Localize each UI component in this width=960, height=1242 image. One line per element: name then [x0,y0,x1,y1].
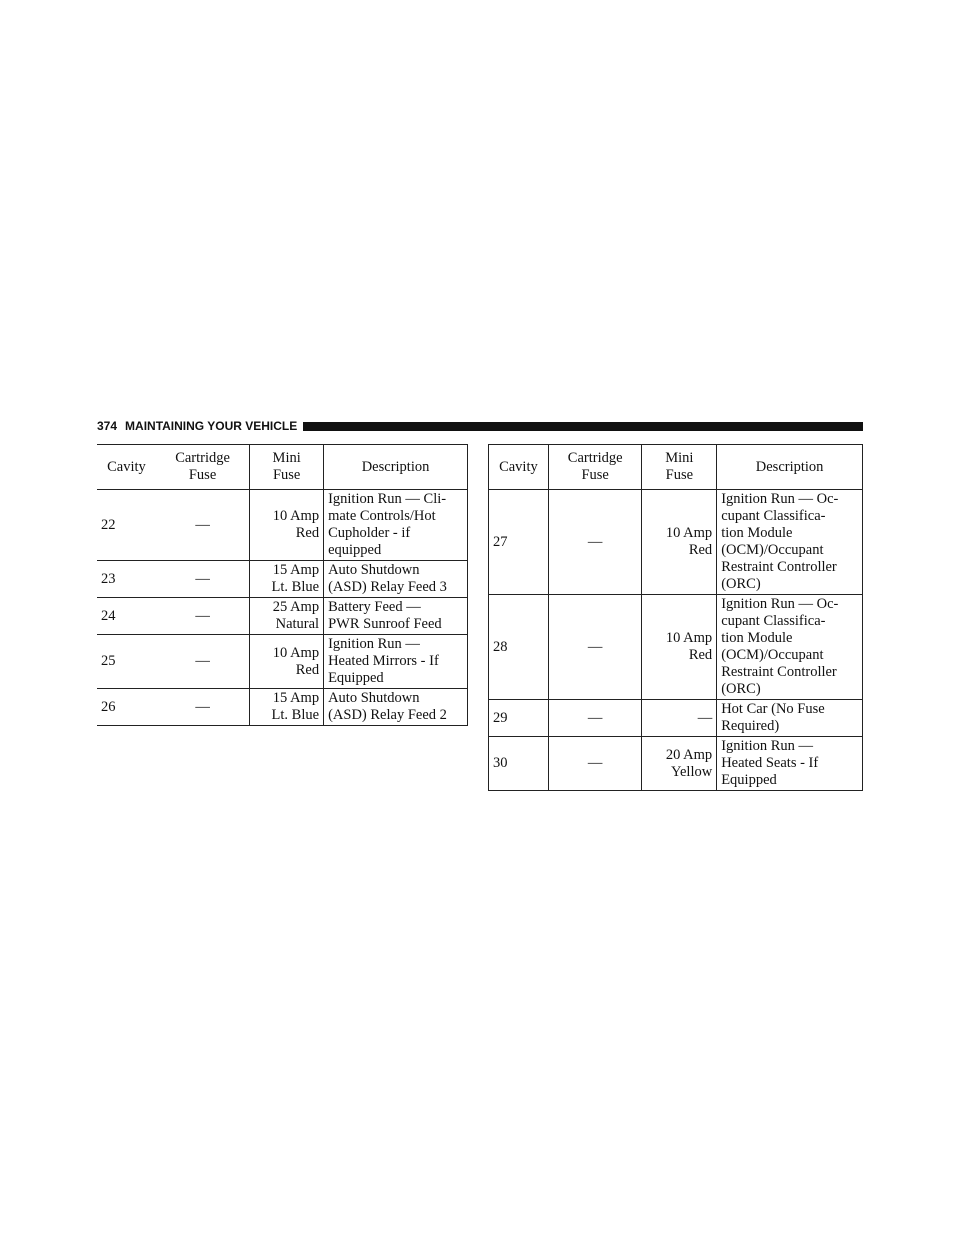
cartridge-fuse-cell: — [156,689,250,726]
description-line: Equipped [328,670,384,686]
cartridge-fuse-cell: — [548,700,642,737]
table-header-row [97,445,468,490]
table-row [489,737,863,791]
col-header-description: Description [324,445,468,490]
cavity-cell: 22 [97,490,156,561]
description-line: (OCM)/Occupant [721,542,824,558]
description-line: Heated Mirrors - If [328,653,439,669]
description-line: Ignition Run — Oc- [721,596,839,612]
cavity-cell: 24 [97,598,156,635]
table-row [489,595,863,700]
table-row [97,635,468,689]
fuse-table-left [97,444,468,726]
description-line: Auto Shutdown [328,690,420,706]
description-line: Restraint Controller [721,664,837,680]
cartridge-fuse-cell: — [548,490,642,595]
description-line: Auto Shutdown [328,562,420,578]
cavity-cell: 29 [489,700,549,737]
table-row [97,561,468,598]
mini-fuse-cell: 10 Amp Red [642,595,717,700]
description-cell [717,700,863,737]
description-line: mate Controls/Hot [328,508,436,524]
description-line: (ASD) Relay Feed 2 [328,707,447,723]
fuse-table-right [488,444,863,791]
description-cell [324,490,468,561]
col-header-mini: Mini Fuse [642,445,717,490]
col-header-cartridge: Cartridge Fuse [156,445,250,490]
mini-fuse-cell: — [642,700,717,737]
col-header-cavity: Cavity [97,445,156,490]
description-line: Battery Feed — [328,599,421,615]
description-line: (ASD) Relay Feed 3 [328,579,447,595]
description-cell [324,635,468,689]
col-header-mini: Mini Fuse [250,445,324,490]
description-cell [324,561,468,598]
mini-fuse-cell: 10 Amp Red [250,635,324,689]
table-row [489,700,863,737]
description-line: Ignition Run — [721,738,814,754]
description-cell [717,490,863,595]
cartridge-fuse-cell: — [548,595,642,700]
cartridge-fuse-cell: — [156,598,250,635]
description-line: equipped [328,542,382,558]
mini-fuse-cell: 20 Amp Yellow [642,737,717,791]
description-cell [324,598,468,635]
col-header-description: Description [717,445,863,490]
mini-fuse-cell: 25 Amp Natural [250,598,324,635]
table-row [489,490,863,595]
table-header-row [489,445,863,490]
description-line: PWR Sunroof Feed [328,616,442,632]
description-line: Ignition Run — Oc- [721,491,839,507]
description-line: Required) [721,718,780,734]
cavity-cell: 28 [489,595,549,700]
table-row [97,598,468,635]
mini-fuse-cell: 10 Amp Red [250,490,324,561]
description-line: (ORC) [721,576,761,592]
cartridge-fuse-cell: — [156,490,250,561]
description-line: Restraint Controller [721,559,837,575]
description-line: cupant Classifica- [721,613,826,629]
cartridge-fuse-cell: — [156,561,250,598]
section-title: MAINTAINING YOUR VEHICLE [125,419,298,433]
cavity-cell: 25 [97,635,156,689]
cartridge-fuse-cell: — [548,737,642,791]
description-cell [717,737,863,791]
description-line: Heated Seats - If [721,755,819,771]
description-line: Equipped [721,772,777,788]
col-header-cartridge: Cartridge Fuse [548,445,642,490]
cavity-cell: 30 [489,737,549,791]
page-number: 374 [97,419,118,433]
description-line: tion Module [721,525,793,541]
col-header-cavity: Cavity [489,445,549,490]
description-line: Ignition Run — Cli- [328,491,447,507]
description-cell [717,595,863,700]
cavity-cell: 26 [97,689,156,726]
description-cell [324,689,468,726]
mini-fuse-cell: 15 Amp Lt. Blue [250,689,324,726]
cavity-cell: 23 [97,561,156,598]
description-line: tion Module [721,630,793,646]
description-line: (OCM)/Occupant [721,647,824,663]
cavity-cell: 27 [489,490,549,595]
table-row [97,490,468,561]
description-line: (ORC) [721,681,761,697]
description-line: cupant Classifica- [721,508,826,524]
mini-fuse-cell: 15 Amp Lt. Blue [250,561,324,598]
description-line: Hot Car (No Fuse [721,701,825,717]
cartridge-fuse-cell: — [156,635,250,689]
mini-fuse-cell: 10 Amp Red [642,490,717,595]
page-header [97,418,863,434]
description-line: Ignition Run — [328,636,420,652]
description-line: Cupholder - if [328,525,411,541]
table-row [97,689,468,726]
header-rule [303,422,863,431]
